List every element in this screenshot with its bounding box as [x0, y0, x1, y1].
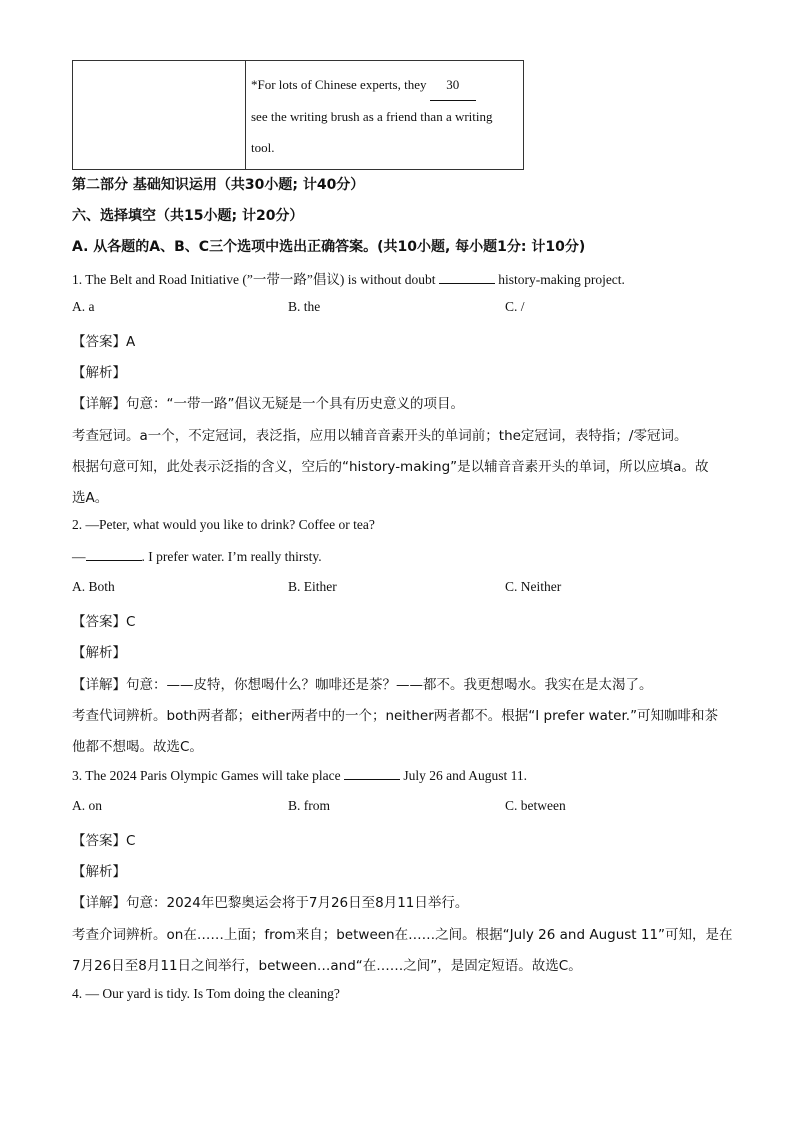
q1-option-a: A. a: [72, 299, 95, 314]
q2-option-b: B. Either: [288, 579, 337, 594]
question-2-reply: — . I prefer water. I’m really thirsty.: [72, 549, 322, 564]
q2-detail: 【详解】句意：——皮特，你想喝什么？咖啡还是茶？——都不。我更想喝水。我实在是太渴了。: [72, 677, 653, 693]
q2-option-c: C. Neither: [505, 579, 562, 594]
q1-explanation-2: 根据句意可知，此处表示泛指的含义，空后的“history-making”是以辅音音素开头的单词，所以应填a。故: [72, 459, 709, 475]
question-3: 3. The 2024 Paris Olympic Games will take place July 26 and August 11.: [72, 768, 527, 783]
answer-blank: [86, 548, 142, 561]
q1-explanation-3: 选A。: [72, 490, 109, 506]
section-six-heading: 六、选择填空（共15小题; 计20分）: [72, 208, 304, 224]
table-left-cell: [73, 61, 246, 170]
q1-option-c: C. /: [505, 299, 525, 314]
question-2: 2. —Peter, what would you like to drink? Coffee or tea?: [72, 517, 375, 532]
question-4: 4. — Our yard is tidy. Is Tom doing the cleaning?: [72, 986, 340, 1001]
q3-option-a: A. on: [72, 798, 102, 813]
q2-explanation-1: 考查代词辨析。both两者都；either两者中的一个；neither两者都不。根据“I prefer water.”可知咖啡和茶: [72, 708, 719, 724]
q3-option-b: B. from: [288, 798, 330, 813]
section-a-heading: A. 从各题的A、B、C三个选项中选出正确答案。(共10小题, 每小题1分: 计10分): [72, 239, 586, 255]
q2-analysis: 【解析】: [72, 645, 126, 661]
table-right-cell: [246, 61, 524, 170]
q2-answer: 【答案】C: [72, 614, 136, 630]
reading-table: [72, 60, 524, 170]
table-text: *For lots of Chinese experts, they: [251, 77, 427, 92]
q3-explanation-1: 考查介词辨析。on在……上面；from来自；between在……之间。根据“July 26 and August 11”可知，是在: [72, 927, 733, 943]
q3-detail: 【详解】句意：2024年巴黎奥运会将于7月26日至8月11日举行。: [72, 895, 469, 911]
table-line-1: [251, 69, 517, 101]
blank-30: 30: [430, 69, 476, 101]
answer-blank: [439, 271, 495, 284]
q1-answer: 【答案】A: [72, 334, 136, 350]
q1-detail: 【详解】句意：“一带一路”倡议无疑是一个具有历史意义的项目。: [72, 396, 464, 412]
q3-answer: 【答案】C: [72, 833, 136, 849]
q1-option-b: B. the: [288, 299, 321, 314]
q3-option-c: C. between: [505, 798, 566, 813]
table-line-2: see the writing brush as a friend than a writing: [251, 109, 493, 124]
answer-blank: [344, 767, 400, 780]
q1-analysis: 【解析】: [72, 365, 126, 381]
question-1: 1. The Belt and Road Initiative (”一带一路”倡议) is without doubt history-making project.: [72, 272, 625, 287]
q1-explanation-1: 考查冠词。a一个，不定冠词，表泛指，应用以辅音音素开头的单词前；the定冠词，表特指；/零冠词。: [72, 428, 688, 444]
q2-option-a: A. Both: [72, 579, 115, 594]
q3-analysis: 【解析】: [72, 864, 126, 880]
table-line-3: tool.: [251, 140, 275, 155]
section-part2-heading: 第二部分 基础知识运用（共30小题; 计40分）: [72, 177, 365, 193]
q2-explanation-2: 他都不想喝。故选C。: [72, 739, 203, 755]
q3-explanation-2: 7月26日至8月11日之间举行，between…and“在……之间”，是固定短语。故选C。: [72, 958, 582, 974]
